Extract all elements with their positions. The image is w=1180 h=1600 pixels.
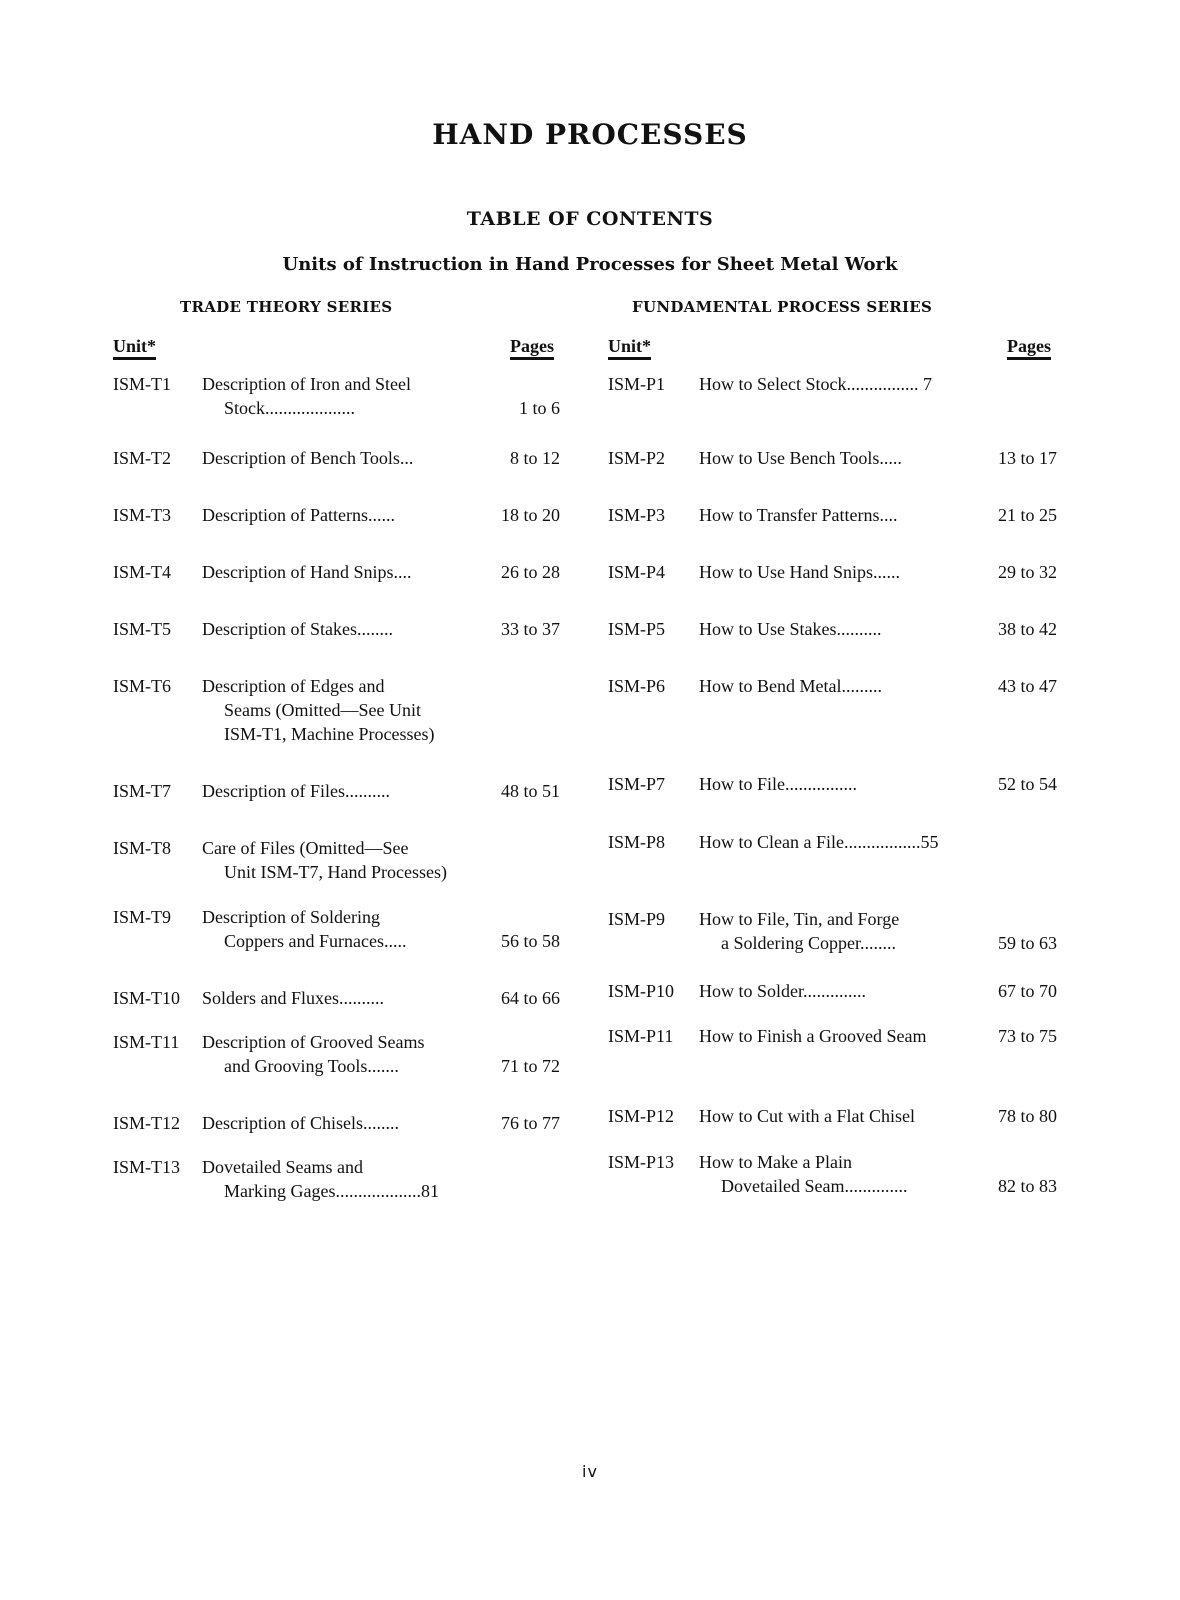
page-range: 76 to 77: [500, 1113, 560, 1133]
trade-theory-series-title: TRADE THEORY SERIES: [180, 298, 393, 316]
page-range: 56 to 58: [500, 931, 560, 951]
page-number: iv: [582, 1462, 598, 1481]
description-line: How to Solder..............: [699, 981, 867, 1001]
unit-description: [202, 1155, 439, 1203]
unit-code: ISM-T2: [113, 448, 171, 468]
page-range: 78 to 80: [997, 1106, 1057, 1126]
page-range: 59 to 63: [997, 933, 1057, 953]
left-pages-header: Pages: [510, 336, 554, 360]
unit-description: [699, 830, 938, 854]
unit-code: ISM-P6: [608, 676, 666, 696]
description-line: Description of Hand Snips....: [202, 562, 412, 582]
unit-code: ISM-T12: [113, 1113, 180, 1133]
page-title: HAND PROCESSES: [432, 118, 748, 151]
description-line: Solders and Fluxes..........: [202, 988, 384, 1008]
description-line: How to Make a Plain: [699, 1152, 852, 1172]
page-range: 52 to 54: [997, 774, 1057, 794]
description-line: Stock....................: [224, 398, 356, 418]
page-range: 1 to 6: [518, 398, 560, 418]
page-range: 21 to 25: [997, 505, 1057, 525]
page-range: 29 to 32: [997, 562, 1057, 582]
description-line: How to Use Stakes..........: [699, 619, 882, 639]
page-range: 73 to 75: [997, 1026, 1057, 1046]
unit-code: ISM-P3: [608, 505, 666, 525]
right-unit-header: Unit*: [608, 336, 651, 360]
description-line: Description of Iron and Steel: [202, 374, 411, 394]
description-line: and Grooving Tools.......: [224, 1056, 399, 1076]
description-line: How to Use Hand Snips......: [699, 562, 900, 582]
description-line: How to File................: [699, 774, 858, 794]
unit-description: [202, 674, 434, 746]
units-heading: Units of Instruction in Hand Processes for Sheet Metal Work: [282, 254, 898, 275]
right-pages-header: Pages: [1007, 336, 1051, 360]
page-range: 82 to 83: [997, 1176, 1057, 1196]
description-line: Dovetailed Seam..............: [721, 1176, 908, 1196]
description-line: Description of Stakes........: [202, 619, 393, 639]
description-line: How to Clean a File.................55: [699, 832, 939, 852]
unit-description: [202, 836, 447, 884]
unit-code: ISM-P13: [608, 1152, 675, 1172]
description-line: How to Transfer Patterns....: [699, 505, 898, 525]
unit-code: ISM-P9: [608, 909, 666, 929]
description-line: Description of Soldering: [202, 907, 380, 927]
description-line: How to Bend Metal.........: [699, 676, 882, 696]
unit-code: ISM-T8: [113, 838, 171, 858]
page-range: 26 to 28: [500, 562, 560, 582]
unit-description: [699, 372, 932, 396]
description-line: How to File, Tin, and Forge: [699, 909, 900, 929]
unit-code: ISM-P7: [608, 774, 666, 794]
unit-code: ISM-T6: [113, 676, 171, 696]
description-line: Description of Patterns......: [202, 505, 395, 525]
unit-code: ISM-P5: [608, 619, 666, 639]
toc-heading: TABLE OF CONTENTS: [466, 208, 714, 230]
unit-code: ISM-P12: [608, 1106, 675, 1126]
page-range: 64 to 66: [500, 988, 560, 1008]
page-range: 43 to 47: [997, 676, 1057, 696]
fundamental-process-series-title: FUNDAMENTAL PROCESS SERIES: [632, 298, 933, 316]
unit-code: ISM-T11: [113, 1032, 180, 1052]
unit-code: ISM-T9: [113, 907, 171, 927]
unit-code: ISM-P11: [608, 1026, 674, 1046]
description-line: How to Use Bench Tools.....: [699, 448, 902, 468]
page-range: 18 to 20: [500, 505, 560, 525]
description-line: Care of Files (Omitted—See: [202, 838, 409, 858]
description-line: How to Finish a Grooved Seam: [699, 1026, 927, 1046]
unit-code: ISM-P10: [608, 981, 675, 1001]
description-line: Seams (Omitted—See Unit: [224, 700, 421, 720]
description-line: Description of Edges and: [202, 676, 385, 696]
description-line: Description of Files..........: [202, 781, 390, 801]
description-line: a Soldering Copper........: [721, 933, 896, 953]
page-range: 38 to 42: [997, 619, 1057, 639]
unit-code: ISM-T1: [113, 374, 171, 394]
unit-code: ISM-P2: [608, 448, 666, 468]
description-line: Coppers and Furnaces.....: [224, 931, 407, 951]
unit-code: ISM-T7: [113, 781, 171, 801]
description-line: Unit ISM-T7, Hand Processes): [224, 862, 447, 882]
page-range: 67 to 70: [997, 981, 1057, 1001]
description-line: Description of Chisels........: [202, 1113, 399, 1133]
page-range: 48 to 51: [500, 781, 560, 801]
page-range: 8 to 12: [509, 448, 560, 468]
unit-code: ISM-P8: [608, 832, 666, 852]
page-range: 71 to 72: [500, 1056, 560, 1076]
description-line: ISM-T1, Machine Processes): [224, 724, 435, 744]
page-range: 13 to 17: [997, 448, 1057, 468]
unit-code: ISM-T5: [113, 619, 171, 639]
description-line: How to Cut with a Flat Chisel: [699, 1106, 915, 1126]
description-line: How to Select Stock................ 7: [699, 374, 932, 394]
unit-code: ISM-P4: [608, 562, 666, 582]
unit-code: ISM-T4: [113, 562, 171, 582]
unit-code: ISM-T3: [113, 505, 171, 525]
unit-code: ISM-P1: [608, 374, 666, 394]
page-range: 33 to 37: [500, 619, 560, 639]
left-unit-header: Unit*: [113, 336, 156, 360]
unit-code: ISM-T13: [113, 1157, 180, 1177]
description-line: Description of Grooved Seams: [202, 1032, 425, 1052]
description-line: Marking Gages...................81: [224, 1181, 439, 1201]
description-line: Description of Bench Tools...: [202, 448, 414, 468]
description-line: Dovetailed Seams and: [202, 1157, 363, 1177]
unit-code: ISM-T10: [113, 988, 180, 1008]
